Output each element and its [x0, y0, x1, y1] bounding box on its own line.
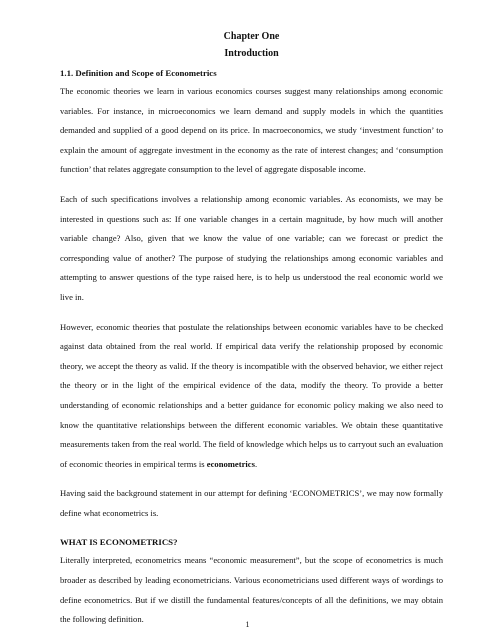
what-is-heading: WHAT IS ECONOMETRICS? — [60, 537, 178, 548]
page-number: 1 — [245, 620, 250, 629]
paragraph-2: Each of such specifications involves a relationship among economic variables. As economists, we may be interested in questions such as: If one variable changes in a certain magnitude, by how much will another variable change? Also, given that we know the value of one variable; can we forecast or predict the corresponding value of another? The purpose of studying the relationships among economic variables and attempting to answer questions of the type raised here, is to help us understood the real economic world we live in. — [60, 193, 443, 302]
paragraph-3-text: However, economic theories that postulate the relationships between economic variables have to be checked against data obtained from the real world. If empirical data verify the relationship proposed by economic theory, we accept the theory as valid. If the theory is incompatible with the observed behavior, we either reject the theory or in the light of the empirical evidence of the data, modify the theory. To provide a better understanding of economic relationships and a better guidance for economic policy making we also need to know the quantitative relationships between the different economic variables. We obtain these quantitative measurements taken from the real world. The field of knowledge which helps us to carryout such an evaluation of economic theories in empirical terms is — [60, 321, 443, 469]
paragraph-3-end: . — [254, 458, 258, 469]
paragraph-4: Having said the background statement in our attempt for defining ‘ECONOMETRICS’, we may now formally define what econometrics is. — [60, 488, 443, 518]
section-heading: 1.1. Definition and Scope of Econometrics — [60, 68, 217, 78]
page-content — [60, 28, 443, 640]
chapter-title: Introduction — [224, 48, 279, 59]
paragraph-1: The economic theories we learn in various economics courses suggest many relationships among economic variables. For instance, in microeconomics we learn demand and supply models in which the quantities demanded and supplied of a good depend on its price. In macroeconomics, we study ‘investment function’ to explain the amount of aggregate investment in the economy as the rate of interest changes; and ‘consumption function’ that relates aggregate consumption to the level of aggregate disposable income. — [60, 86, 443, 175]
econometrics-term: econometrics — [206, 458, 255, 469]
paragraph-3 — [60, 318, 443, 475]
paragraph-5: Literally interpreted, econometrics means “economic measurement”, but the scope of econometrics is much broader as described by leading econometricians. Various econometricians used different ways of wordings to define econometrics. But if we distill the fundamental features/concepts of all the definitions, we may obtain the following definition. — [60, 555, 443, 625]
chapter-label: Chapter One — [223, 31, 280, 42]
